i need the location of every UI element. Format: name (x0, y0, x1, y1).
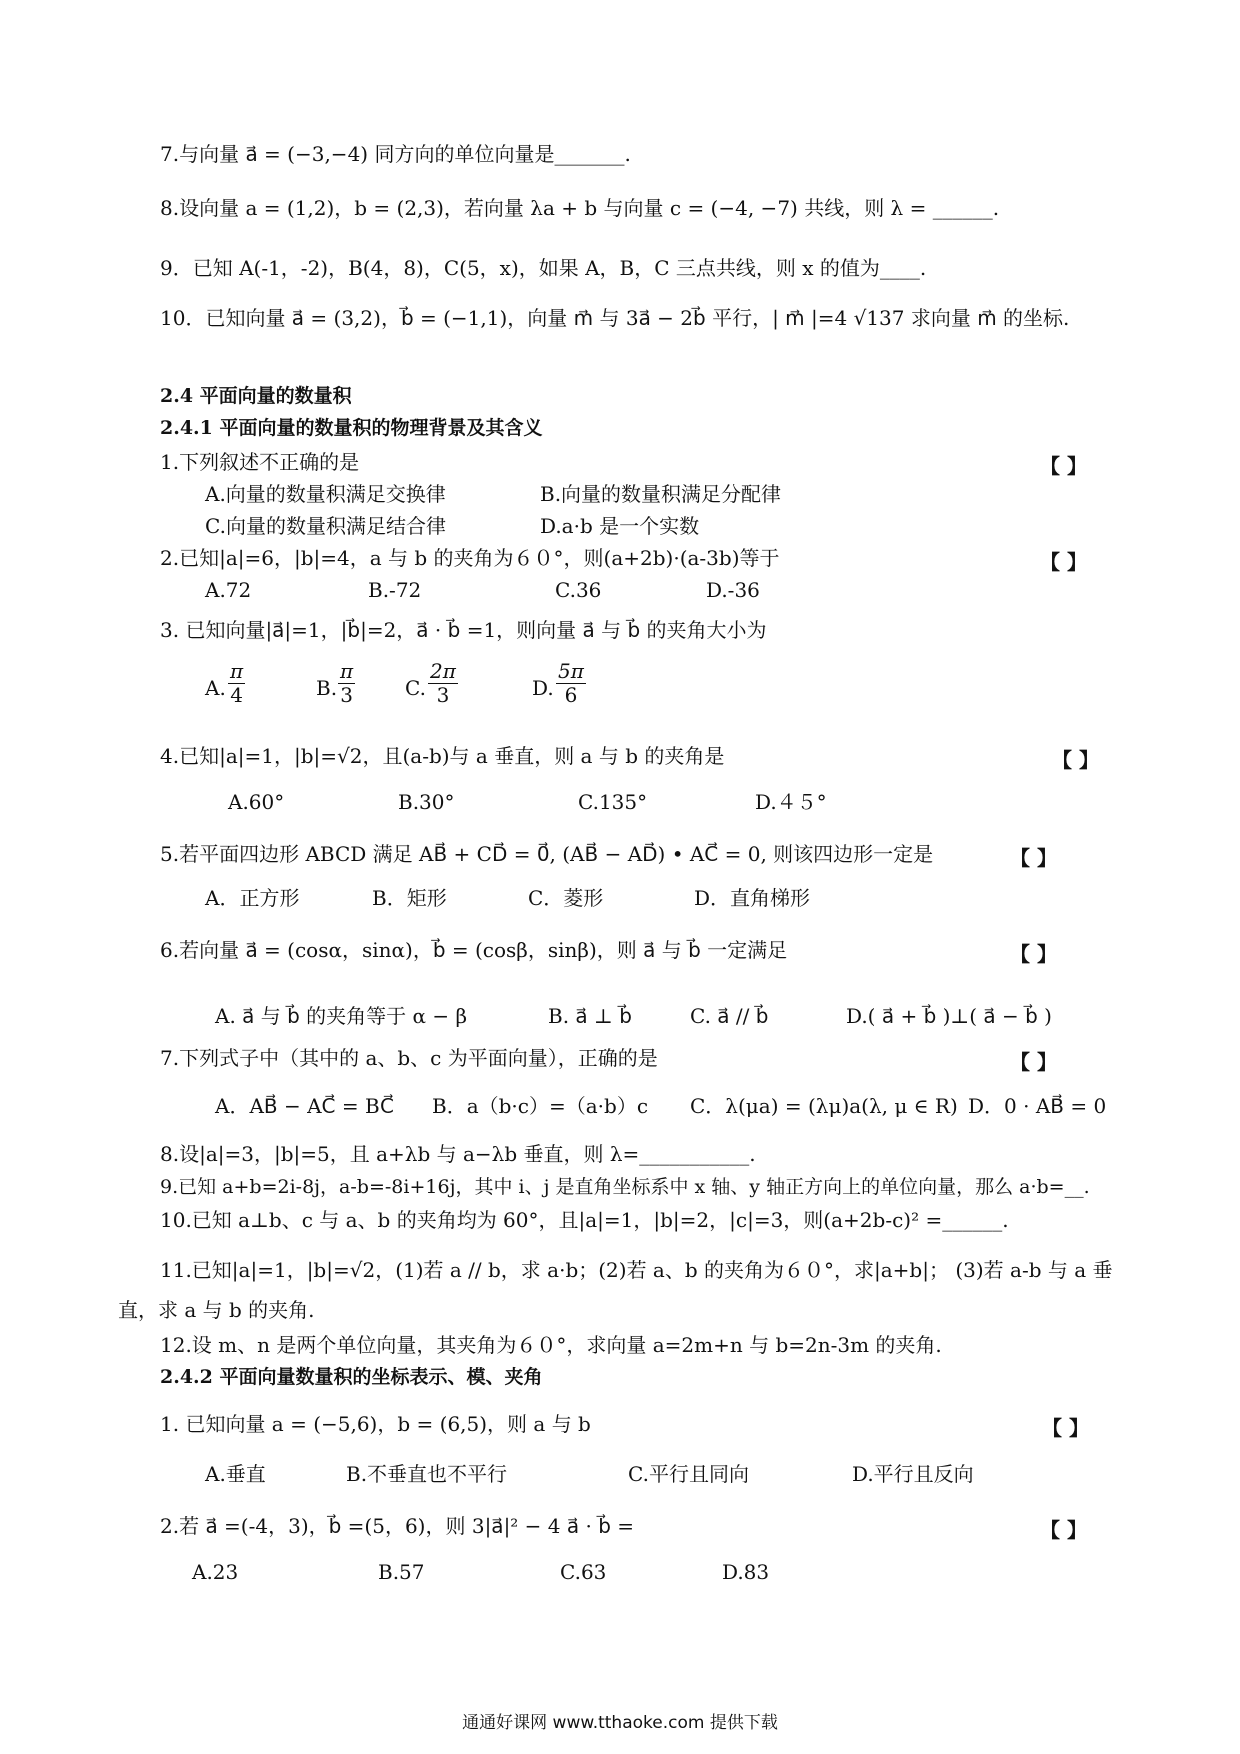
q5-option-b: B．矩形 (372, 886, 447, 910)
q3-option-b-fraction (338, 660, 355, 707)
fraction-denominator: 6 (564, 683, 578, 707)
q1-option-d: D.a·b 是一个实数 (540, 514, 700, 538)
q3-option-c-label: C. (405, 676, 426, 700)
section-title: 2.4 平面向量的数量积 (160, 385, 352, 407)
q5-option-d: D．直角梯形 (694, 886, 811, 910)
page-footer: 通通好课网 www.tthaoke.com 提供下载 (462, 1713, 778, 1733)
fraction-numerator: 5π (558, 659, 584, 683)
p1-option-b: B.不垂直也不平行 (346, 1462, 508, 1486)
p2-option-a: A.23 (192, 1560, 239, 1584)
answer-bracket: 【 】 (1042, 1416, 1089, 1440)
p2-option-d: D.83 (722, 1560, 770, 1584)
q3-option-a-label: A. (205, 676, 226, 700)
q5-option-a: A．正方形 (205, 886, 300, 910)
question-9-b: 9.已知 a+b=2i-8j，a-b=-8i+16j，其中 i、j 是直角坐标系中 x 轴、y 轴正方向上的单位向量，那么 a·b=__. (160, 1176, 1090, 1198)
fraction-numerator: π (340, 659, 354, 683)
p2-stem: 2.若 a⃗ =(-4，3)，b⃗ =(5，6)，则 3|a⃗|² − 4 a⃗ · b⃗ = (160, 1514, 635, 1538)
subsection-title-2: 2.4.2 平面向量数量积的坐标表示、模、夹角 (160, 1366, 543, 1388)
question-10-b: 10.已知 a⊥b、c 与 a、b 的夹角均为 60°，且|a|=1，|b|=2，|c|=3，则(a+2b-c)² =______. (160, 1208, 1009, 1232)
q3-option-a-fraction (228, 660, 245, 707)
q2-stem: 2.已知|a|=6，|b|=4，a 与 b 的夹角为６０°，则(a+2b)·(a-3b)等于 (160, 546, 780, 570)
question-11-line2: 直，求 a 与 b 的夹角. (118, 1298, 315, 1322)
q1-stem: 1.下列叙述不正确的是 (160, 450, 360, 474)
q1-option-a: A.向量的数量积满足交换律 (205, 482, 446, 506)
subsection-title-1: 2.4.1 平面向量的数量积的物理背景及其含义 (160, 417, 543, 439)
p1-option-c: C.平行且同向 (628, 1462, 749, 1486)
q7-option-c: C．λ(μa) = (λμ)a(λ, μ ∈ R) (690, 1094, 958, 1118)
q4-option-b: B.30° (398, 790, 455, 814)
answer-bracket: 【 】 (1010, 942, 1057, 966)
question-9: 9．已知 A(-1，-2)，B(4，8)，C(5，x)，如果 A，B，C 三点共线，则 x 的值为____. (160, 256, 927, 280)
q5-option-c: C．菱形 (528, 886, 604, 910)
q6-option-a: A. a⃗ 与 b⃗ 的夹角等于 α − β (215, 1004, 468, 1028)
question-7: 7.与向量 a⃗ = (−3,−4) 同方向的单位向量是_______. (160, 142, 631, 166)
q6-option-c: C. a⃗ // b⃗ (690, 1004, 769, 1028)
fraction-denominator: 3 (340, 683, 353, 707)
q2-option-d: D.-36 (706, 578, 760, 602)
fraction-numerator: π (230, 659, 244, 683)
q6-option-b: B. a⃗ ⊥ b⃗ (548, 1004, 632, 1028)
q1-option-b: B.向量的数量积满足分配律 (540, 482, 782, 506)
fraction-denominator: 4 (230, 683, 243, 707)
q3-stem: 3. 已知向量|a⃗|=1，|b⃗|=2，a⃗ · b⃗ =1，则向量 a⃗ 与 b⃗ 的夹角大小为 (160, 618, 767, 642)
p2-option-c: C.63 (560, 1560, 607, 1584)
q3-option-b-label: B. (316, 676, 338, 700)
q2-option-c: C.36 (555, 578, 602, 602)
q7-stem: 7.下列式子中（其中的 a、b、c 为平面向量），正确的是 (160, 1046, 658, 1070)
q3-option-d-label: D. (532, 676, 554, 700)
p1-option-a: A.垂直 (205, 1462, 266, 1486)
question-8: 8.设向量 a = (1,2)，b = (2,3)，若向量 λa + b 与向量 c = (−4, −7) 共线，则 λ = ______. (160, 196, 1000, 220)
p2-option-b: B.57 (378, 1560, 425, 1584)
q6-stem: 6.若向量 a⃗ = (cosα，sinα)，b⃗ = (cosβ，sinβ)，则 a⃗ 与 b⃗ 一定满足 (160, 938, 788, 962)
answer-bracket: 【 】 (1040, 454, 1087, 478)
q3-option-d-fraction (556, 660, 586, 707)
question-8-b: 8.设|a|=3，|b|=5，且 a+λb 与 a−λb 垂直，则 λ=___________. (160, 1142, 756, 1166)
p1-option-d: D.平行且反向 (852, 1462, 974, 1486)
answer-bracket: 【 】 (1040, 1518, 1087, 1542)
q7-option-d: D．0 · AB⃗ = 0 (968, 1094, 1107, 1118)
q6-option-d: D.( a⃗ + b⃗ )⊥( a⃗ − b⃗ ) (846, 1004, 1052, 1028)
answer-bracket: 【 】 (1052, 748, 1099, 772)
answer-bracket: 【 】 (1040, 550, 1087, 574)
q3-option-c-fraction (428, 660, 458, 707)
answer-bracket: 【 】 (1010, 846, 1057, 870)
q5-stem: 5.若平面四边形 ABCD 满足 AB⃗ + CD⃗ = 0⃗, (AB⃗ − AD⃗) • AC⃗ = 0, 则该四边形一定是 (160, 842, 934, 866)
q4-stem: 4.已知|a|=1，|b|=√2，且(a-b)与 a 垂直，则 a 与 b 的夹角是 (160, 744, 725, 768)
answer-bracket: 【 】 (1010, 1050, 1057, 1074)
question-10: 10．已知向量 a⃗ = (3,2)，b⃗ = (−1,1)，向量 m⃗ 与 3a⃗ − 2b⃗ 平行，| m⃗ |=4 √137 求向量 m⃗ 的坐标. (160, 306, 1070, 330)
question-12: 12.设 m、n 是两个单位向量，其夹角为６０°，求向量 a=2m+n 与 b=2n-3m 的夹角. (160, 1333, 942, 1357)
q2-option-a: A.72 (205, 578, 252, 602)
q4-option-a: A.60° (228, 790, 285, 814)
q1-option-c: C.向量的数量积满足结合律 (205, 514, 446, 538)
fraction-numerator: 2π (430, 659, 456, 683)
q2-option-b: B.-72 (368, 578, 422, 602)
fraction-denominator: 3 (436, 683, 450, 707)
q4-option-c: C.135° (578, 790, 648, 814)
p1-stem: 1. 已知向量 a = (−5,6)，b = (6,5)，则 a 与 b (160, 1412, 591, 1436)
q7-option-a: A．AB⃗ − AC⃗ = BC⃗ (215, 1094, 394, 1118)
q4-option-d: D.４５° (755, 790, 827, 814)
question-11-line1: 11.已知|a|=1，|b|=√2，(1)若 a // b，求 a·b；(2)若 a、b 的夹角为６０°，求|a+b|； (3)若 a-b 与 a 垂 (160, 1258, 1113, 1282)
q7-option-b: B．a（b·c）=（a·b）c (432, 1094, 649, 1118)
